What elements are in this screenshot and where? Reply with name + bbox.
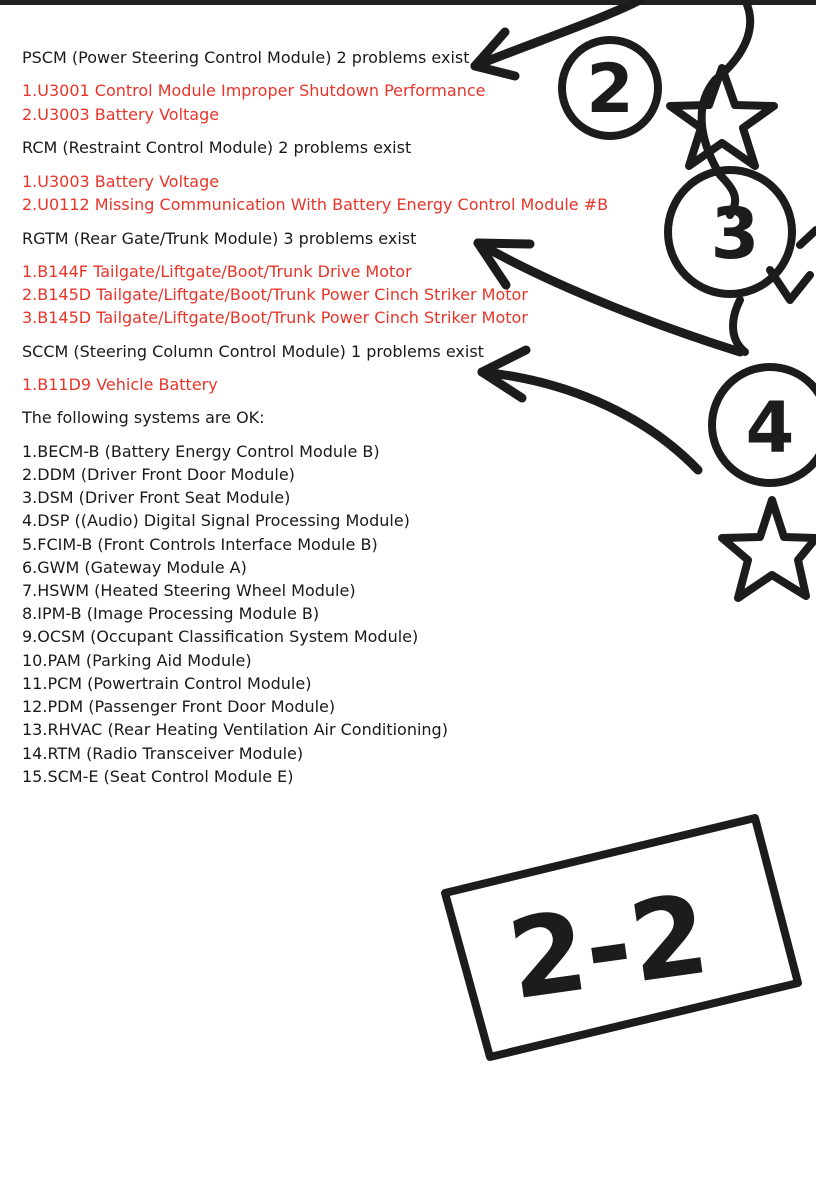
dtc-item: 1.U3003 Battery Voltage [22, 172, 220, 191]
dtc-item: 2.U3003 Battery Voltage [22, 105, 220, 124]
ok-system-item: 3.DSM (Driver Front Seat Module) [22, 488, 291, 507]
ok-system-item: 6.GWM (Gateway Module A) [22, 558, 247, 577]
ok-system-item: 12.PDM (Passenger Front Door Module) [22, 697, 336, 716]
ok-system-item: 9.OCSM (Occupant Classification System Module) [22, 627, 419, 646]
ok-system-item: 10.PAM (Parking Aid Module) [22, 651, 252, 670]
dtc-item: 2.B145D Tailgate/Liftgate/Boot/Trunk Power Cinch Striker Motor [22, 285, 528, 304]
circle-label-2: 2 [586, 50, 634, 129]
arrow-to-pscm [475, 0, 640, 76]
circled-number-3 [668, 170, 792, 294]
ok-system-item: 1.BECM-B (Battery Energy Control Module B) [22, 442, 380, 461]
dtc-item: 1.B144F Tailgate/Liftgate/Boot/Trunk Drive Motor [22, 262, 412, 281]
connector-line [733, 300, 745, 352]
ok-system-item: 4.DSP ((Audio) Digital Signal Processing Module) [22, 511, 410, 530]
module-heading-sccm: SCCM (Steering Column Control Module) 1 problems exist [22, 342, 484, 361]
circled-number-4 [712, 367, 816, 483]
circle-label-3: 3 [710, 193, 760, 275]
box-label-text: 2-2 [500, 869, 716, 1025]
ok-system-item: 8.IPM-B (Image Processing Module B) [22, 604, 320, 623]
arrow-to-sccm [482, 350, 698, 470]
module-heading-rcm: RCM (Restraint Control Module) 2 problems exist [22, 138, 412, 157]
ok-system-item: 7.HSWM (Heated Steering Wheel Module) [22, 581, 356, 600]
circle-label-4: 4 [745, 387, 795, 469]
module-heading-rgtm: RGTM (Rear Gate/Trunk Module) 3 problems exist [22, 229, 417, 248]
ok-system-item: 15.SCM-E (Seat Control Module E) [22, 767, 294, 786]
dtc-item: 1.U3001 Control Module Improper Shutdown Performance [22, 81, 486, 100]
connector-line [702, 0, 751, 215]
ok-system-item: 14.RTM (Radio Transceiver Module) [22, 744, 304, 763]
module-heading-pscm: PSCM (Power Steering Control Module) 2 problems exist [22, 48, 470, 67]
ok-system-item: 13.RHVAC (Rear Heating Ventilation Air Conditioning) [22, 720, 448, 739]
dtc-item: 3.B145D Tailgate/Liftgate/Boot/Trunk Power Cinch Striker Motor [22, 308, 528, 327]
star-icon [722, 500, 816, 598]
star-icon [670, 68, 774, 166]
ok-system-item: 2.DDM (Driver Front Door Module) [22, 465, 295, 484]
top-border [0, 0, 816, 5]
dtc-item: 1.B11D9 Vehicle Battery [22, 375, 218, 394]
zigzag-mark [770, 230, 816, 300]
ok-system-item: 5.FCIM-B (Front Controls Interface Module B) [22, 535, 378, 554]
ok-system-item: 11.PCM (Powertrain Control Module) [22, 674, 312, 693]
boxed-label-2-2 [445, 818, 798, 1057]
ok-systems-heading: The following systems are OK: [22, 408, 265, 427]
dtc-item: 2.U0112 Missing Communication With Battery Energy Control Module #B [22, 195, 609, 214]
circled-number-2 [562, 40, 658, 136]
